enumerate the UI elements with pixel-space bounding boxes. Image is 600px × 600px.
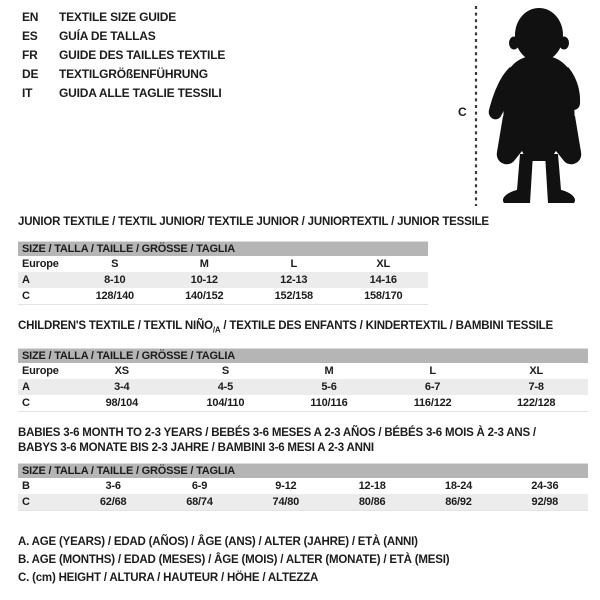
legend-notes [18,533,449,587]
value-cell: 8-10 [104,274,126,286]
language-title: GUÍA DE TALLAS [59,28,156,43]
row-label-cell: C [22,496,30,508]
value-cell: 6-9 [191,480,208,492]
value-cell: 18-24 [444,480,473,492]
value-cell: 14-16 [369,274,397,286]
title-text: / TEXTILE DES ENFANTS / KINDERTEXTIL / BAMBINI TESSILE [220,320,553,332]
language-row [22,64,225,83]
value-cell: XL [529,365,543,378]
value-cell: 104/110 [206,397,245,410]
value-cell: M [199,258,209,270]
value-cell: 158/170 [364,290,403,302]
row-label-cell: Europe [22,258,59,270]
row-label-cell: A [22,274,30,286]
value-cell: XL [376,258,391,270]
row-label-cell: C [22,290,30,302]
height-measure-label: C [458,105,467,119]
value-cell: 12-13 [280,274,308,286]
children-size-table [18,348,588,412]
language-code: ES [22,28,38,43]
size-header-bar: SIZE / TALLA / TAILLE / GRÖSSE / TAGLIA [18,348,588,363]
babies-size-table [18,463,588,511]
value-cell: 116/122 [413,397,452,410]
title-line-1: BABIES 3-6 MONTH TO 2-3 YEARS / BEBÉS 3-6 MESES A 2-3 AÑOS / BÉBÉS 3-6 MOIS À 2-3 ANS / [18,427,536,439]
language-code: FR [22,47,38,62]
language-row [22,45,225,64]
table-row [18,478,588,494]
title-text: CHILDREN'S TEXTILE / TEXTIL NIÑO [18,320,213,332]
table-row [18,363,588,379]
table-rows [18,363,588,411]
value-cell: 3-4 [114,381,130,394]
value-cell: 122/128 [516,397,556,410]
row-label-cell: C [22,397,30,410]
height-measure-line [474,6,478,206]
size-header-bar: SIZE / TALLA / TAILLE / GRÖSSE / TAGLIA [18,241,428,256]
table-row [18,379,588,395]
value-cell: 152/158 [274,290,313,302]
note-age-years: A. AGE (YEARS) / EDAD (AÑOS) / ÂGE (ANS) / ALTER (JAHRE) / ETÀ (ANNI) [18,536,418,548]
language-row [22,83,225,102]
section-babies-title [18,426,590,456]
row-label-cell: A [22,381,30,394]
title-subscript: /A [212,325,221,335]
table-row [18,272,428,288]
table-row [18,288,428,304]
value-cell: 7-8 [528,381,544,394]
language-code: EN [22,9,39,24]
language-code: DE [22,66,39,81]
value-cell: XS [114,365,129,378]
language-title: GUIDA ALLE TAGLIE TESSILI [59,85,222,100]
value-cell: 9-12 [275,480,297,492]
language-title: GUIDE DES TAILLES TEXTILE [59,47,226,62]
value-cell: M [324,365,334,378]
title-line-2: BABYS 3-6 MONATE BIS 2-3 JAHRE / BAMBINI 3-6 MESI A 2-3 ANNI [18,442,374,454]
value-cell: 98/104 [105,397,139,410]
note-age-months: B. AGE (MONTHS) / EDAD (MESES) / ÂGE (MOIS) / ALTER (MONATE) / ETÀ (MESI) [18,554,450,566]
language-row [22,7,225,26]
section-children-title [18,319,590,337]
value-cell: L [290,258,298,270]
junior-size-table [18,241,428,305]
value-cell: L [429,365,436,378]
value-cell: 86/92 [445,496,472,508]
note-height-cm: C. (cm) HEIGHT / ALTURA / HAUTEUR / HÖHE / ALTEZZA [18,572,319,584]
language-row [22,26,225,45]
value-cell: 4-5 [217,381,234,394]
value-cell: 5-6 [321,381,337,394]
table-row [18,395,588,411]
table-row [18,494,588,510]
value-cell: 24-36 [531,480,559,492]
value-cell: 80/86 [358,496,386,508]
baby-silhouette-icon [482,6,594,210]
value-cell: 12-18 [358,480,386,492]
value-cell: 3-6 [105,480,121,492]
language-title: TEXTILGRÖßENFÜHRUNG [59,66,208,81]
section-babies [18,426,590,511]
value-cell: 10-12 [190,274,218,286]
size-figure [450,0,600,215]
value-cell: 140/152 [185,290,224,302]
value-cell: 92/98 [531,496,559,508]
value-cell: 74/80 [272,496,300,508]
section-children [18,319,590,412]
table-row [18,256,428,272]
row-label-cell: Europe [22,365,59,378]
value-cell: 62/68 [99,496,127,508]
value-cell: 110/116 [310,397,348,410]
language-code: IT [22,85,33,100]
section-junior [18,215,590,305]
value-cell: S [111,258,119,270]
value-cell: S [221,365,229,378]
table-rows [18,478,588,510]
language-header [22,7,225,102]
row-label-cell: B [22,480,30,492]
size-header-bar: SIZE / TALLA / TAILLE / GRÖSSE / TAGLIA [18,463,588,478]
value-cell: 6-7 [424,381,441,394]
language-title: TEXTILE SIZE GUIDE [59,9,177,24]
table-rows [18,256,428,304]
value-cell: 128/140 [95,290,134,302]
value-cell: 68/74 [186,496,213,508]
section-junior-title: JUNIOR TEXTILE / TEXTIL JUNIOR/ TEXTILE JUNIOR / JUNIORTEXTIL / JUNIOR TESSILE [18,216,489,228]
